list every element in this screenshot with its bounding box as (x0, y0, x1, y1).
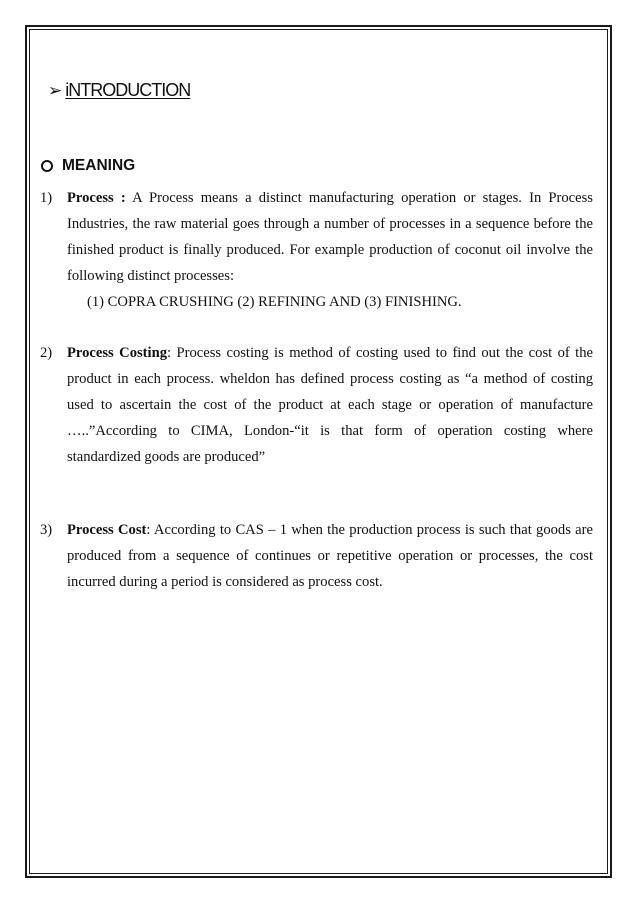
list-item-term: Process Costing (67, 345, 167, 361)
list-item-term: Process : (67, 190, 126, 206)
list-item-process-cost (40, 517, 593, 595)
list-item-number: 3) (40, 522, 53, 538)
process-sublist: (1) COPRA CRUSHING (2) REFINING AND (3) FINISHING. (87, 294, 462, 310)
list-item-process (40, 185, 593, 315)
list-item-number: 1) (40, 190, 53, 206)
introduction-heading (48, 80, 190, 101)
list-item-text: : According to CAS – 1 when the production process is such that goods are produced from a sequence of continues or repetitive operation or processes, the cost incurred during a period is considered as process cost. (67, 522, 593, 590)
list-item-term: Process Cost (67, 522, 147, 538)
list-item-text: : Process costing is method of costing used to find out the cost of the product in each process. wheldon has defined process costing as “a method of costing used to ascertain the cost of the product at each stage or operation of manufacture …..”According to CIMA, London-“it is that form of operation costing where standardized goods are produced” (67, 345, 593, 465)
list-item-text: A Process means a distinct manufacturing operation or stages. In Process Industries, the raw material goes through a number of processes in a sequence before the finished product is finally produced. For example production of coconut oil involve the following distinct processes: (67, 190, 593, 284)
list-item-number: 2) (40, 345, 53, 361)
arrow-bullet-icon: ➢ (48, 80, 63, 101)
list-item-process-costing (40, 340, 593, 470)
introduction-heading-text: iNTRODUCTION (65, 80, 191, 100)
circle-bullet-icon (41, 160, 53, 172)
meaning-heading (41, 157, 135, 175)
meaning-heading-text: MEANING (62, 157, 136, 174)
